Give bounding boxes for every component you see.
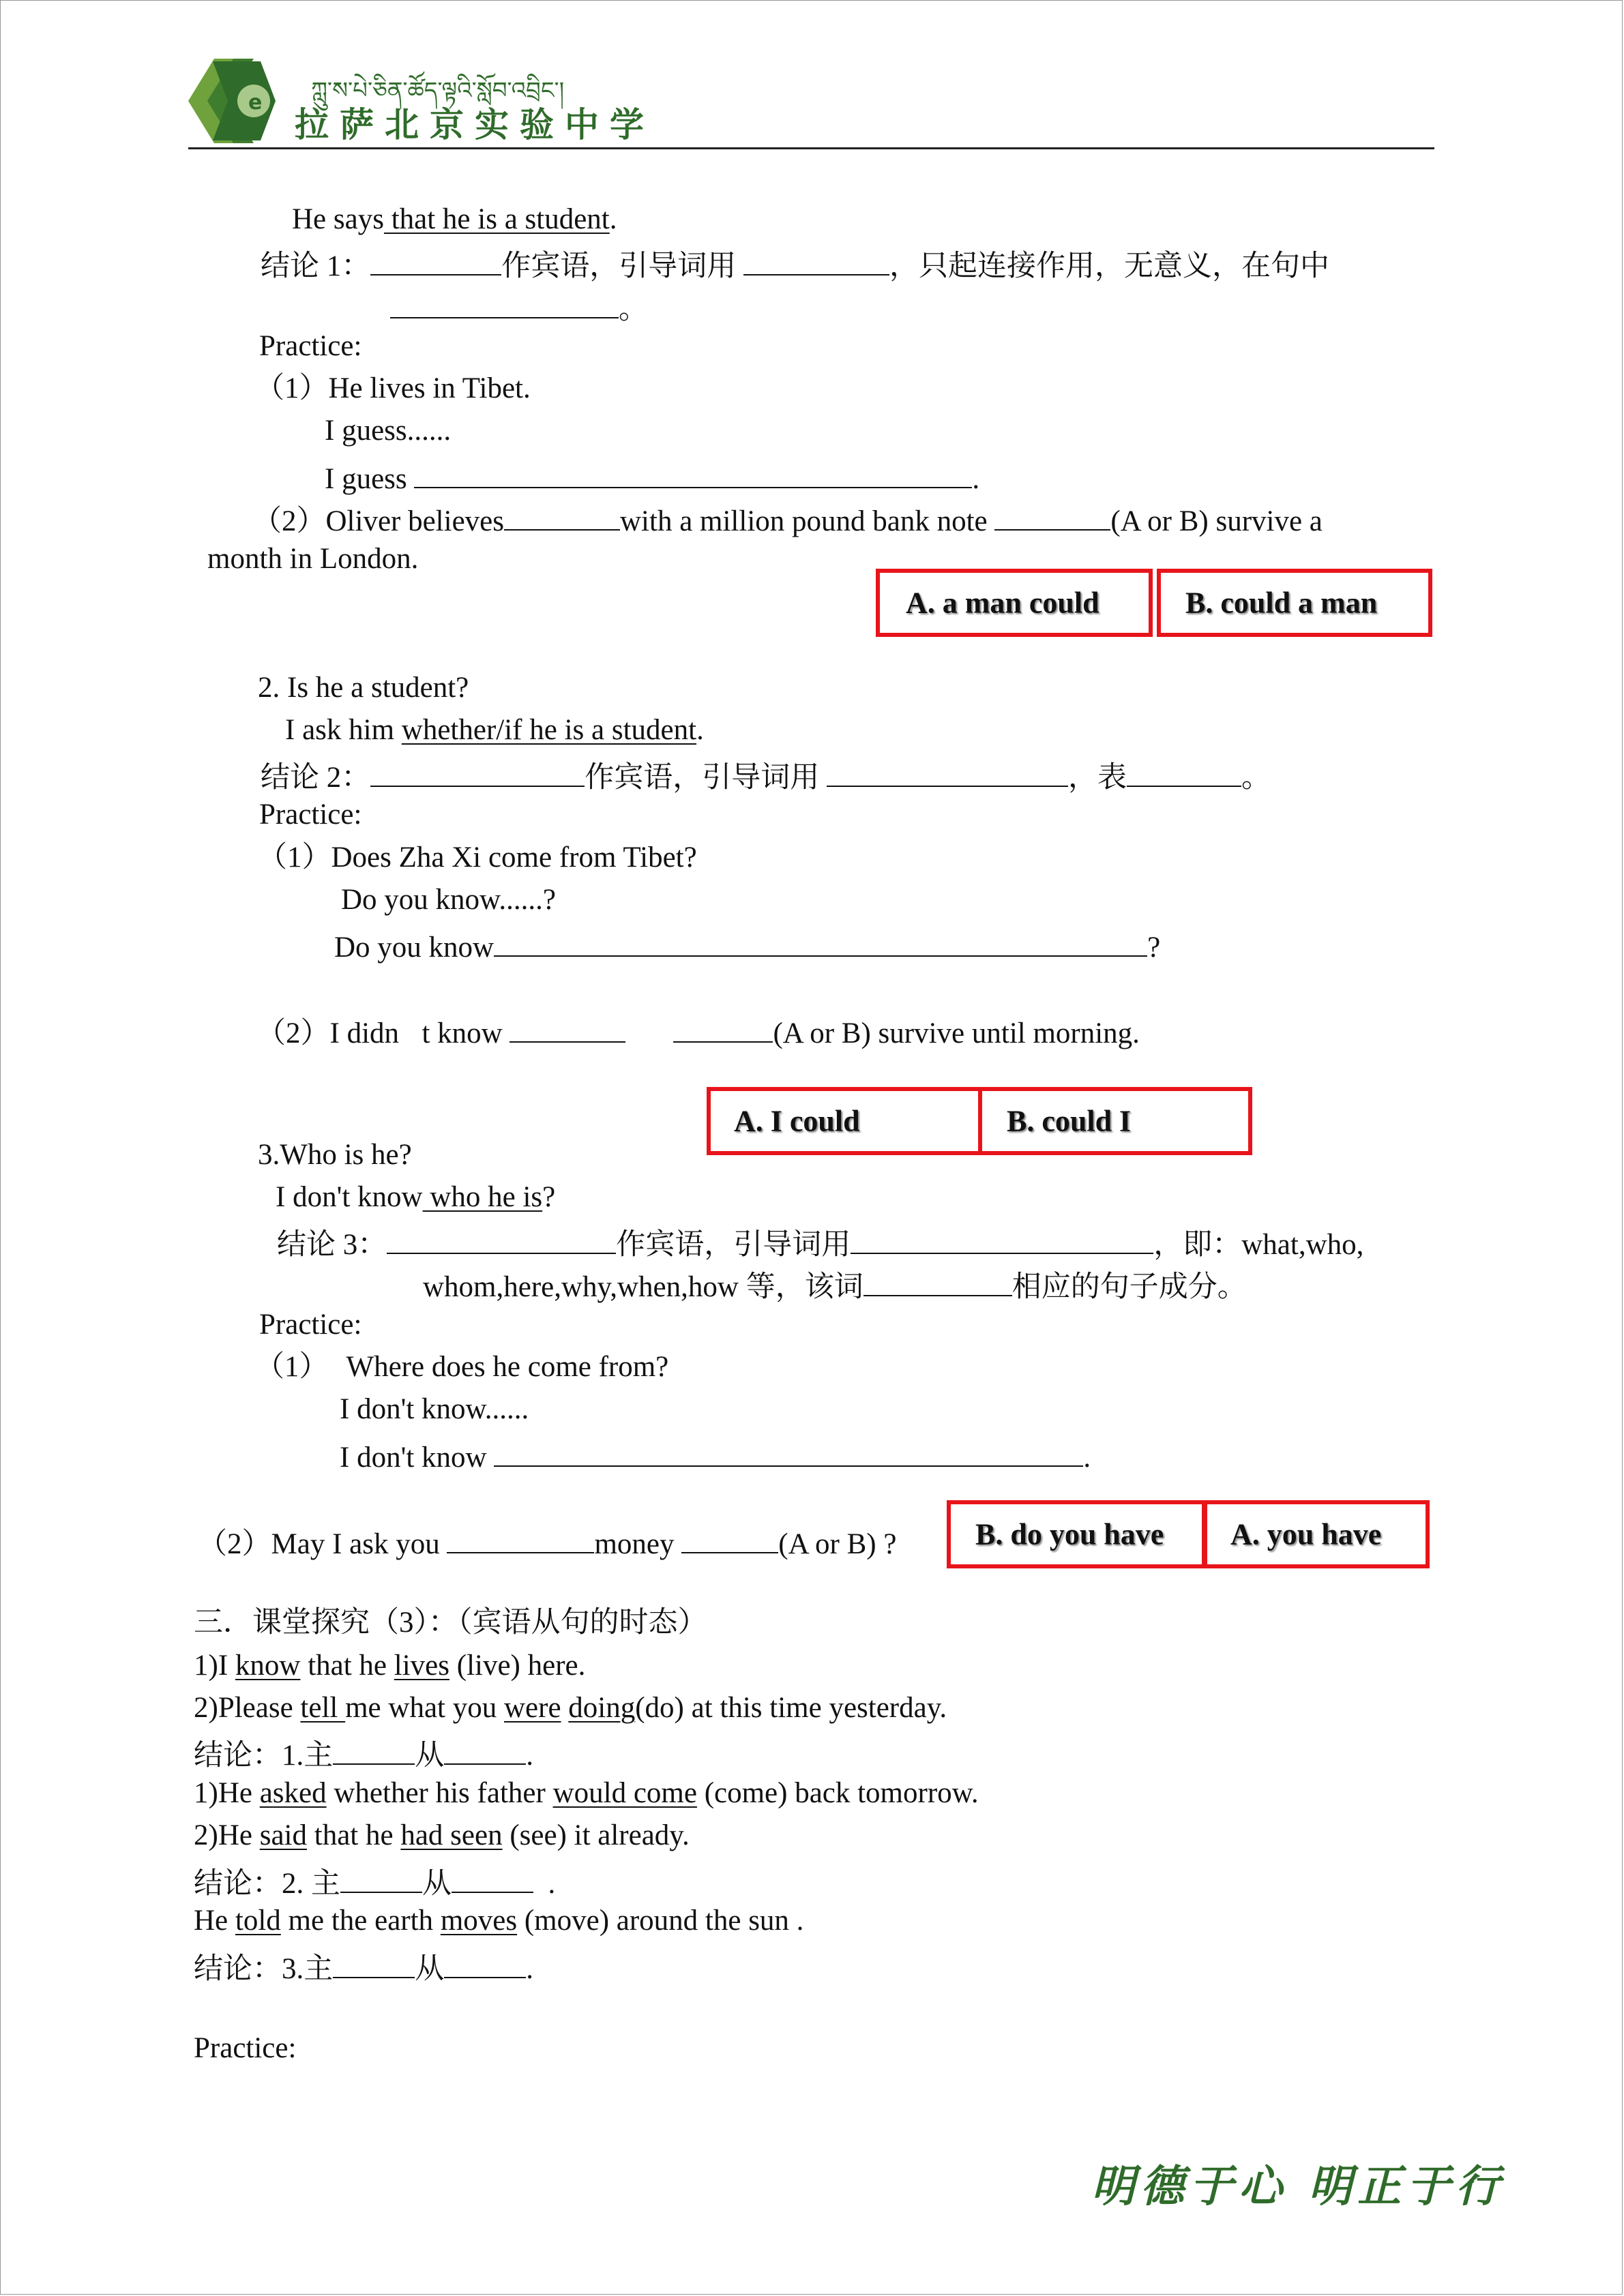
s4-conclusion-1: 结论：1.主 从 . bbox=[194, 1735, 533, 1770]
svg-text:e: e bbox=[248, 91, 263, 115]
s3-p2-blank-1[interactable] bbox=[447, 1524, 594, 1553]
s3-heading: 3.Who is he? bbox=[258, 1139, 412, 1171]
footer-motto: 明德于心 明正于行 bbox=[1091, 2161, 1505, 2212]
school-logo bbox=[186, 59, 281, 143]
s2-example: I ask him whether/if he is a student. bbox=[285, 714, 704, 746]
s3-practice-label: Practice: bbox=[259, 1309, 362, 1341]
s2-p2-blank-2[interactable] bbox=[673, 1013, 773, 1043]
school-name: 拉萨北京实验中学 bbox=[295, 105, 655, 145]
s2-p1-stem: （1）Does Zha Xi come from Tibet? bbox=[258, 841, 697, 874]
s1-example: He says that he is a student. bbox=[292, 203, 617, 235]
s3-conclusion-line2: whom,here,why,when,how 等，该词 相应的句子成分。 bbox=[423, 1267, 1247, 1302]
header-rule bbox=[188, 147, 1434, 149]
s4-heading: 三．课堂探究（3）：（宾语从句的时态） bbox=[194, 1607, 707, 1639]
s3-p2-blank-2[interactable] bbox=[681, 1524, 778, 1553]
s2-heading: 2. Is he a student? bbox=[258, 672, 469, 704]
s3-option-b[interactable]: B. do you have bbox=[947, 1500, 1207, 1568]
s2-p1-line2: Do you know ? bbox=[334, 927, 1160, 962]
s2-p2: （2）I didn t know (A or B) survive until morning. bbox=[256, 1013, 1140, 1048]
s1-p1-line2: I guess . bbox=[325, 459, 979, 494]
s4-conclusion-3: 结论：3.主 从 . bbox=[194, 1949, 533, 1984]
s2-practice-label: Practice: bbox=[259, 799, 362, 831]
s4-line1: 1)I know that he lives (live) here. bbox=[194, 1650, 586, 1682]
s2-p1-answer-blank[interactable] bbox=[494, 927, 1147, 957]
s4-line3: 1)He asked whether his father would come (come) back tomorrow. bbox=[194, 1777, 979, 1809]
s3-conclusion: 结论 3： 作宾语，引导词用 ，即：what,who, bbox=[277, 1225, 1363, 1259]
s3-p1-answer-blank[interactable] bbox=[494, 1437, 1083, 1467]
school-name-tibetan: ཀླུ་ས་པེ་ཅིན་ཚོད་ལྟའི་སློབ་འབྲིང་། bbox=[311, 77, 565, 104]
s1-p2-blank-1[interactable] bbox=[504, 501, 620, 531]
s1-option-b[interactable]: B. could a man bbox=[1157, 569, 1432, 637]
s2-p2-blank-1[interactable] bbox=[510, 1013, 625, 1043]
s2-p1-line1: Do you know......? bbox=[341, 884, 556, 916]
s3-p2: （2）May I ask you money (A or B) ? bbox=[198, 1524, 896, 1559]
s1-p1-line1: I guess...... bbox=[325, 415, 452, 447]
s3-p1-line2: I don't know . bbox=[340, 1437, 1091, 1472]
s3-p1-line1: I don't know...... bbox=[340, 1393, 529, 1425]
s1-option-a[interactable]: A. a man could bbox=[876, 569, 1153, 637]
s4-practice-label: Practice: bbox=[194, 2032, 297, 2064]
s1-conclusion: 结论 1： 作宾语，引导词用 ，只起连接作用，无意义，在句中 bbox=[261, 246, 1329, 281]
s1-practice-label: Practice: bbox=[259, 330, 362, 362]
s1-p2-line2: month in London. bbox=[207, 543, 419, 575]
s1-conclusion-line2: 。 bbox=[390, 289, 648, 324]
s1-p2-line1: （2）Oliver believes with a million pound bank note (A or B) survive a bbox=[252, 501, 1323, 536]
s1-p1-answer-blank[interactable] bbox=[414, 459, 972, 488]
s1-p1-stem: （1）He lives in Tibet. bbox=[255, 372, 531, 404]
s2-conclusion: 结论 2： 作宾语，引导词用 ，表 。 bbox=[261, 758, 1271, 792]
s4-conclusion-2: 结论：2. 主 从 . bbox=[194, 1864, 555, 1898]
s4-line4: 2)He said that he had seen (see) it already. bbox=[194, 1819, 690, 1851]
s3-option-a[interactable]: A. you have bbox=[1202, 1500, 1430, 1568]
s1-p2-blank-2[interactable] bbox=[994, 501, 1110, 531]
s2-option-a[interactable]: A. I could bbox=[707, 1087, 982, 1155]
s4-line2: 2)Please tell me what you were doing(do) at this time yesterday. bbox=[194, 1692, 947, 1724]
s3-example: I don't know who he is? bbox=[276, 1181, 556, 1213]
s4-line5: He told me the earth moves (move) around the sun . bbox=[194, 1905, 804, 1937]
s3-p1-stem: （1） Where does he come from? bbox=[255, 1351, 669, 1383]
s2-option-b[interactable]: B. could I bbox=[978, 1087, 1252, 1155]
